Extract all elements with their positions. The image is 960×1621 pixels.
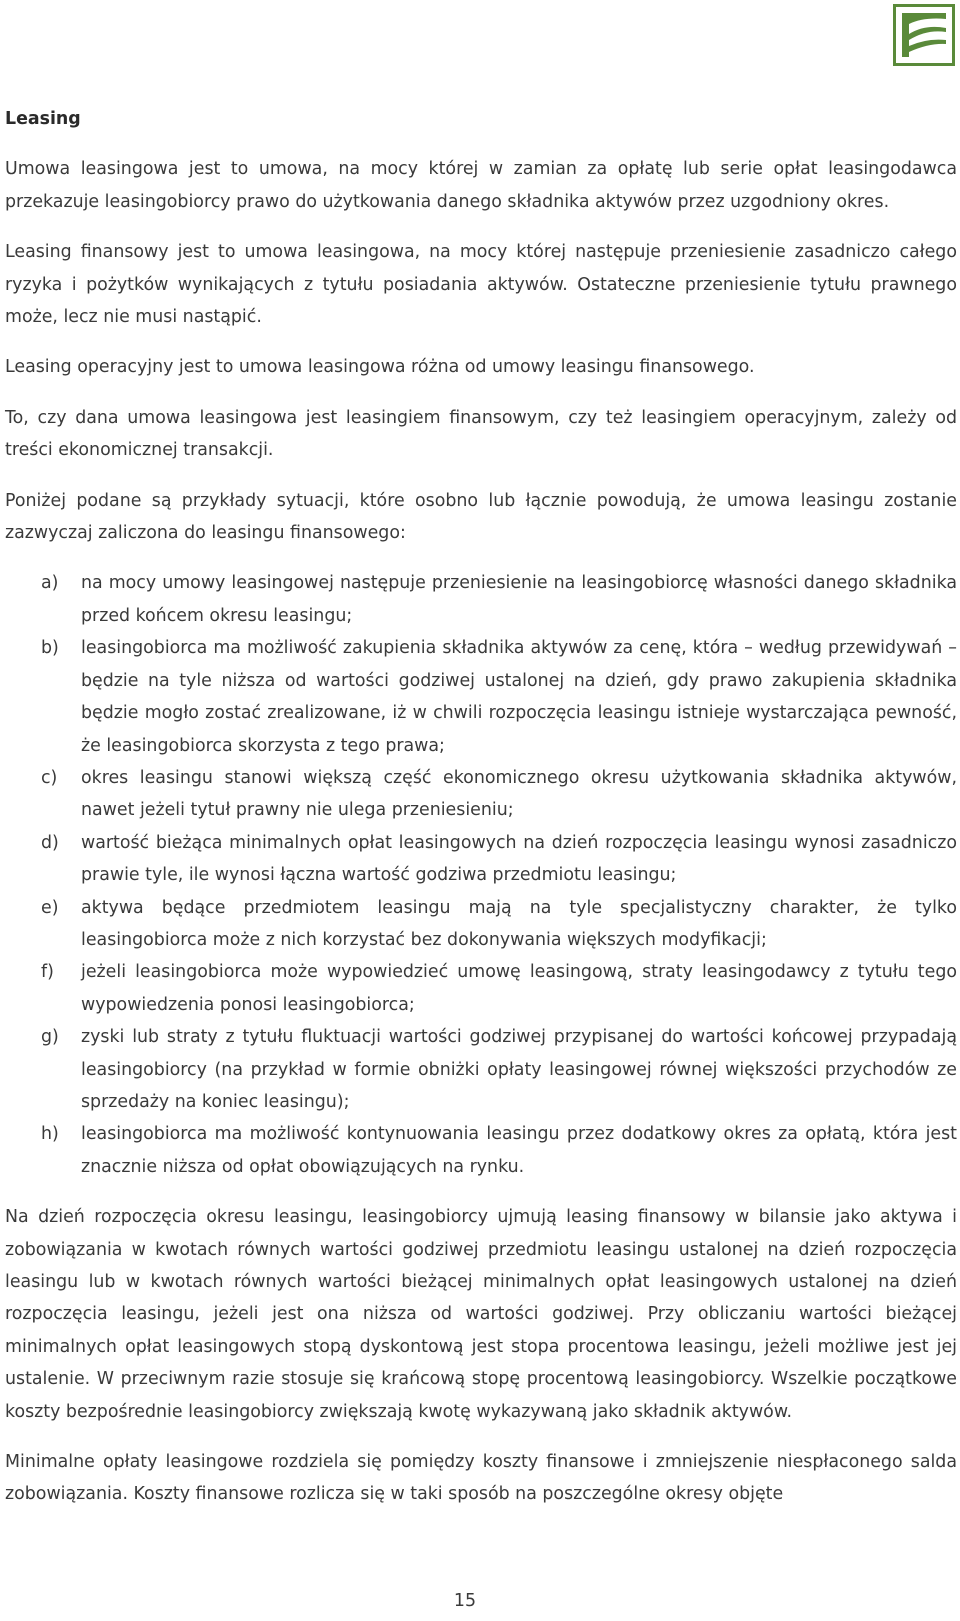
list-item-text: aktywa będące przedmiotem leasingu mają na tyle specjalistyczny charakter, że tylko leasingobiorca może z nich korzystać bez dokonywania większych modyfikacji; [81,897,957,950]
list-item-text: leasingobiorca ma możliwość kontynuowania leasingu przez dodatkowy okres za opłatą, która jest znacznie niższa od opłat obowiązujących na rynku. [81,1124,957,1177]
list-item [5,827,957,892]
list-marker: g) [41,1027,59,1048]
document-body [5,103,957,1529]
examples-list [5,567,957,1183]
list-item [5,892,957,957]
paragraph-economic-substance: To, czy dana umowa leasingowa jest leasingiem finansowym, czy też leasingiem operacyjnym, zależy od treści ekonomicznej transakcji. [5,407,957,461]
list-marker: c) [41,767,58,788]
list-item [5,1118,957,1183]
list-marker: b) [41,638,59,659]
paragraph-finance-lease: Leasing finansowy jest to umowa leasingowa, na mocy której następuje przeniesienie zasadniczo całego ryzyka i pożytków wynikających z tytułu posiadania aktywów. Ostateczne przeniesienie tytułu prawnego może, lecz nie musi nastąpić. [5,242,957,328]
list-marker: d) [41,832,59,853]
paragraph-minimum-payments: Minimalne opłaty leasingowe rozdziela się pomiędzy koszty finansowe i zmniejszenie niespłaconego salda zobowiązania. Koszty finansowe rozlicza się w taki sposób na poszczególne okresy objęte [5,1452,957,1505]
list-item-text: zyski lub straty z tytułu fluktuacji wartości godziwej przypisanej do wartości końcowej przypadają leasingobiorcy (na przykład w formie obniżki opłaty leasingowej równej większości przychodów ze sprzedaży na koniec leasingu); [81,1027,957,1112]
list-item [5,762,957,827]
list-marker: h) [41,1124,59,1145]
list-item [5,632,957,762]
list-marker: f) [41,962,54,983]
list-item-text: wartość bieżąca minimalnych opłat leasingowych na dzień rozpoczęcia leasingu wynosi zasadniczo prawie tyle, ile wynosi łączna wartość godziwa przedmiotu leasingu; [81,832,957,886]
list-item-text: na mocy umowy leasingowej następuje przeniesienie na leasingobiorcę własności danego składnika przed końcem okresu leasingu; [81,573,957,626]
paragraph-initial-recognition: Na dzień rozpoczęcia okresu leasingu, leasingobiorcy ujmują leasing finansowy w bilansie jako aktywa i zobowiązania w kwotach równych wartości godziwej przedmiotu leasingu ustalonej na dzień rozpoczęcia leasingu lub w kwotach równych wartości bieżącej minimalnych opłat leasingowych ustalonej na dzień rozpoczęcia leasingu, jeżeli jest ona niższa od wartości godziwej. Przy obliczaniu wartości bieżącej minimalnych opłat leasingowych stopą dyskontową jest stopa procentowa leasingu, jeżeli możliwe jest jej ustalenie. W przeciwnym razie stosuje się krańcową stopę procentową leasingobiorcy. Wszelkie początkowe koszty bezpośrednie leasingobiorcy zwiększają kwotę wykazywaną jako składnik aktywów. [5,1207,957,1422]
paragraph-examples-intro: Poniżej podane są przykłady sytuacji, które osobno lub łącznie powodują, że umowa leasingu zostanie zazwyczaj zaliczona do leasingu finansowego: [5,490,957,544]
paragraph-operating-lease: Leasing operacyjny jest to umowa leasingowa różna od umowy leasingu finansowego. [5,357,755,378]
section-heading: Leasing [5,109,81,129]
company-logo-icon [893,4,955,66]
list-marker: e) [41,897,59,918]
list-item-text: okres leasingu stanowi większą część ekonomicznego okresu użytkowania składnika aktywów, nawet jeżeli tytuł prawny nie ulega przeniesieniu; [81,767,957,821]
page-number: 15 [453,1591,477,1611]
list-item [5,567,957,632]
list-marker: a) [41,573,59,594]
list-item [5,1021,957,1118]
paragraph-definition: Umowa leasingowa jest to umowa, na mocy której w zamian za opłatę lub serie opłat leasingodawca przekazuje leasingobiorcy prawo do użytkowania danego składnika aktywów przez uzgodniony okres. [5,159,957,212]
list-item-text: leasingobiorca ma możliwość zakupienia składnika aktywów za cenę, która – według przewidywań – będzie na tyle niższa od wartości godziwej ustalonej na dzień, gdy prawo zakupienia składnika będzie mogło zostać zrealizowane, iż w chwili rozpoczęcia leasingu istnieje wystarczająca pewność, że leasingobiorca skorzysta z tego prawa; [81,638,957,756]
list-item-text: jeżeli leasingobiorca może wypowiedzieć umowę leasingową, straty leasingodawcy z tytułu tego wypowiedzenia ponosi leasingobiorca; [81,962,957,1015]
list-item [5,956,957,1021]
